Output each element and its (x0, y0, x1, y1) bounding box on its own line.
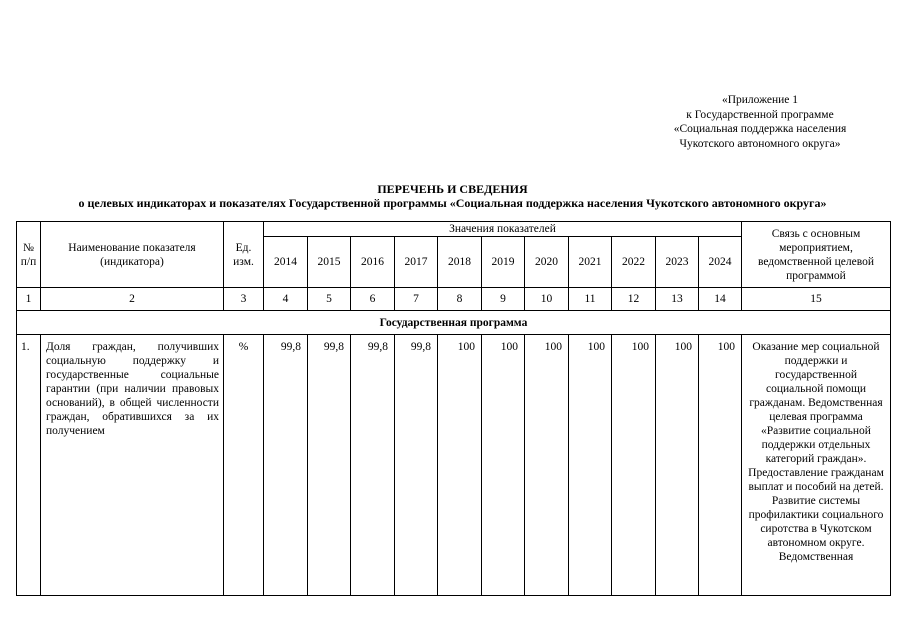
value-cell: 100 (569, 335, 612, 596)
appendix-line-4: Чукотского автономного округа» (679, 137, 841, 150)
indicator-name: Доля граждан, получивших социальную поддержку и государственные социальные гарантии (при наличии правовых оснований), в общей численности граждан, обратившихся за их получением (41, 335, 224, 596)
appendix-note (640, 93, 880, 151)
year-header: 2016 (351, 237, 395, 288)
year-header: 2024 (699, 237, 742, 288)
header-values-group: Значения показателей (264, 222, 742, 237)
appendix-line-2: к Государственной программе (686, 108, 834, 121)
appendix-line-1: «Приложение 1 (721, 94, 799, 106)
value-cell: 99,8 (264, 335, 308, 596)
column-number: 10 (525, 288, 569, 311)
value-cell: 100 (525, 335, 569, 596)
year-header: 2017 (395, 237, 438, 288)
value-cell: 100 (699, 335, 742, 596)
column-number: 6 (351, 288, 395, 311)
row-number: 1. (17, 335, 41, 596)
value-cell: 100 (656, 335, 699, 596)
header-relation: Связь с основным мероприятием, ведомственной целевой программой (742, 222, 891, 288)
year-header: 2015 (308, 237, 351, 288)
value-cell: 99,8 (395, 335, 438, 596)
value-cell: 100 (612, 335, 656, 596)
column-number: 9 (482, 288, 525, 311)
section-title: Государственная программа (17, 311, 891, 335)
column-number: 11 (569, 288, 612, 311)
header-num: № п/п (17, 222, 41, 288)
indicators-table (16, 221, 891, 596)
year-header: 2019 (482, 237, 525, 288)
section-row (17, 311, 891, 335)
value-cell: 99,8 (308, 335, 351, 596)
column-number: 2 (41, 288, 224, 311)
value-cell: 100 (438, 335, 482, 596)
year-header: 2020 (525, 237, 569, 288)
value-cell: 100 (482, 335, 525, 596)
value-cell: 99,8 (351, 335, 395, 596)
year-header: 2018 (438, 237, 482, 288)
unit-cell: % (224, 335, 264, 596)
appendix-line-3: «Социальная поддержка населения (673, 123, 847, 135)
header-row-1 (17, 222, 891, 237)
column-number: 13 (656, 288, 699, 311)
column-number: 15 (742, 288, 891, 311)
column-number: 5 (308, 288, 351, 311)
year-header: 2021 (569, 237, 612, 288)
table-row (17, 335, 891, 596)
document-title (0, 182, 905, 210)
column-number: 3 (224, 288, 264, 311)
header-unit: Ед. изм. (224, 222, 264, 288)
year-header: 2022 (612, 237, 656, 288)
year-header: 2023 (656, 237, 699, 288)
column-number: 8 (438, 288, 482, 311)
column-number: 14 (699, 288, 742, 311)
relation-cell: Оказание мер социальной поддержки и государственной социальной помощи гражданам. Ведомственная целевая программа «Развитие социальной поддержки отдельных категорий граждан». Предоставление гражданам выплат и пособий на детей. Развитие системы профилактики социального сиротства в Чукотском автономном округе. Ведомственная (742, 335, 891, 596)
year-header: 2014 (264, 237, 308, 288)
column-number: 12 (612, 288, 656, 311)
column-numbers-row (17, 288, 891, 311)
column-number: 1 (17, 288, 41, 311)
column-number: 7 (395, 288, 438, 311)
title-line-2: о целевых индикаторах и показателях Государственной программы «Социальная поддержка населения Чукотского автономного округа» (78, 196, 827, 210)
title-line-1: ПЕРЕЧЕНЬ И СВЕДЕНИЯ (377, 182, 528, 196)
header-name: Наименование показателя (индикатора) (41, 222, 224, 288)
column-number: 4 (264, 288, 308, 311)
